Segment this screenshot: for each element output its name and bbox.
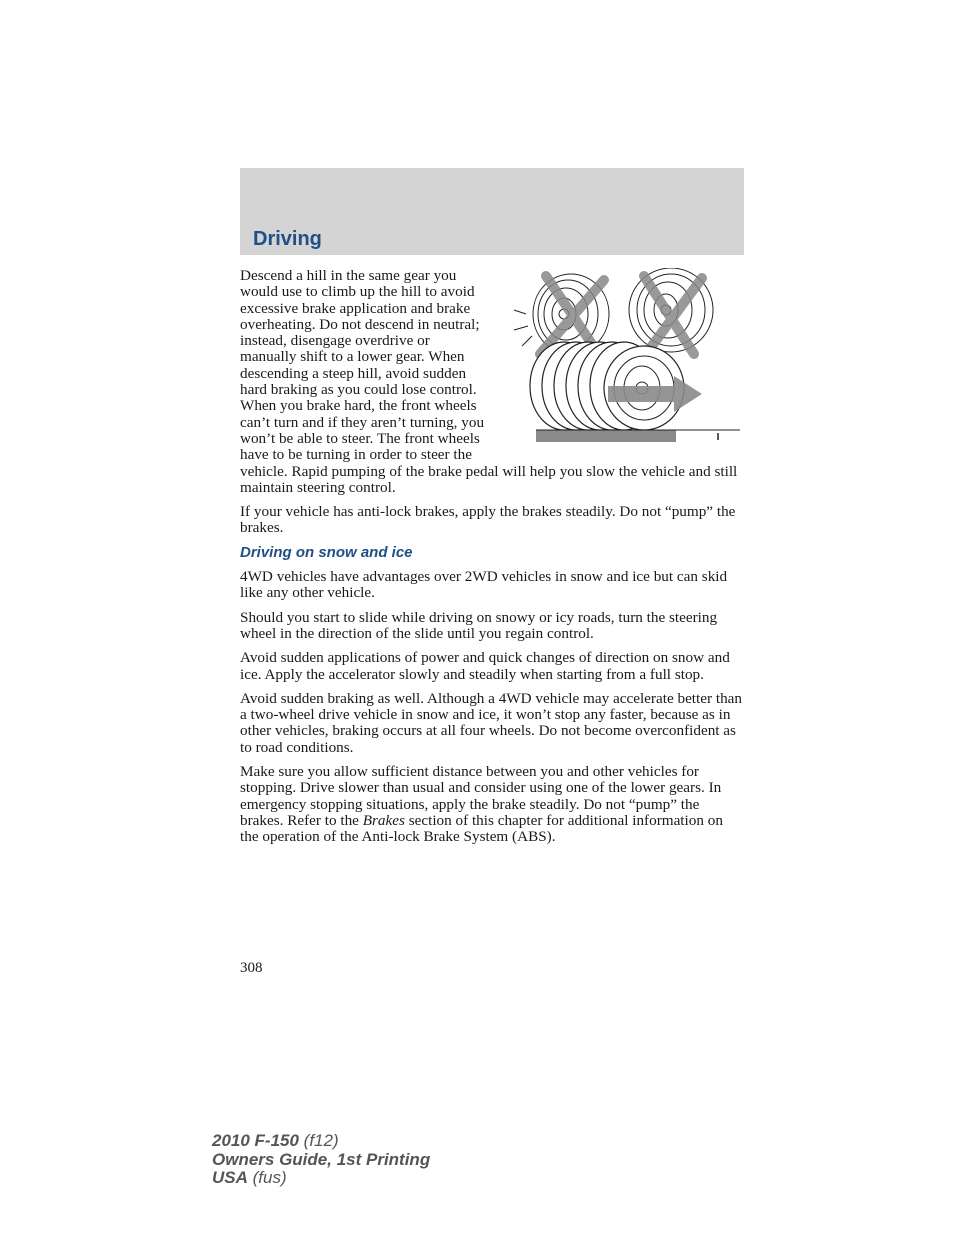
paragraph-descending-hills: Descend a hill in the same gear you would use to climb up the hill to avoid excessive brake application and brake overheating. Do not descend in neutral; instead, disengage overdrive or manually shift to a lower gear. When descending a steep hill, avoid sudden hard braking as you could lose control. When you brake hard, the front wheels can’t turn and if they aren’t turning, you won’t be able to steer. The front wheels have to be turning in order to steer the vehicle. Rapid pumping of the brake pedal will help you slow the vehicle and still maintain steering control.	[240, 267, 738, 496]
footer-model: 2010 F-150	[212, 1131, 299, 1150]
paragraph-stopping-distance-text: Make sure you allow sufficient distance between you and other vehicles for stopping. Drive slower than usual and consider using one of the lower gears. In emergency stopping situations, apply the brake steadily. Do not “pump” the brakes. Refer to the	[240, 763, 722, 829]
footer-market-code: (fus)	[247, 1168, 287, 1187]
footer-market: USA	[212, 1168, 248, 1187]
section-title: Driving	[253, 228, 322, 250]
footer-line-model	[212, 1132, 430, 1151]
paragraph-stopping-distance-tail: section of this chapter for additional information on the operation of the Anti-lock Brake System (ABS).	[240, 811, 723, 846]
paragraph-avoid-sudden-power: Avoid sudden applications of power and quick changes of direction on snow and ice. Apply the accelerator slowly and steadily when starting from a full stop.	[240, 649, 730, 683]
paragraph-anti-lock-brakes: If your vehicle has anti-lock brakes, apply the brakes steadily. Do not “pump” the brakes.	[240, 503, 736, 537]
subheading-snow-and-ice: Driving on snow and ice	[240, 543, 413, 561]
wheel-skid-illustration-icon	[496, 268, 744, 460]
footer-line-guide: Owners Guide, 1st Printing	[212, 1149, 431, 1169]
paragraph-stopping-distance	[240, 764, 744, 845]
footer-line-market	[212, 1169, 430, 1188]
footer-model-code: (f12)	[298, 1131, 339, 1150]
page-number: 308	[240, 960, 263, 976]
footer-publication-info	[212, 1132, 430, 1188]
brakes-reference: Brakes	[362, 811, 405, 829]
paragraph-4wd-advantages: 4WD vehicles have advantages over 2WD vehicles in snow and ice but can skid like any other vehicle.	[240, 568, 728, 602]
paragraph-slide-recovery: Should you start to slide while driving on snowy or icy roads, turn the steering wheel in the direction of the slide until you regain control.	[240, 608, 718, 642]
paragraph-avoid-sudden-braking: Avoid sudden braking as well. Although a 4WD vehicle may accelerate better than a two-wheel drive vehicle in snow and ice, it won’t stop any faster, because as in other vehicles, braking occurs at all four wheels. Do not become overconfident as to road conditions.	[240, 689, 742, 756]
page-content	[240, 268, 744, 854]
